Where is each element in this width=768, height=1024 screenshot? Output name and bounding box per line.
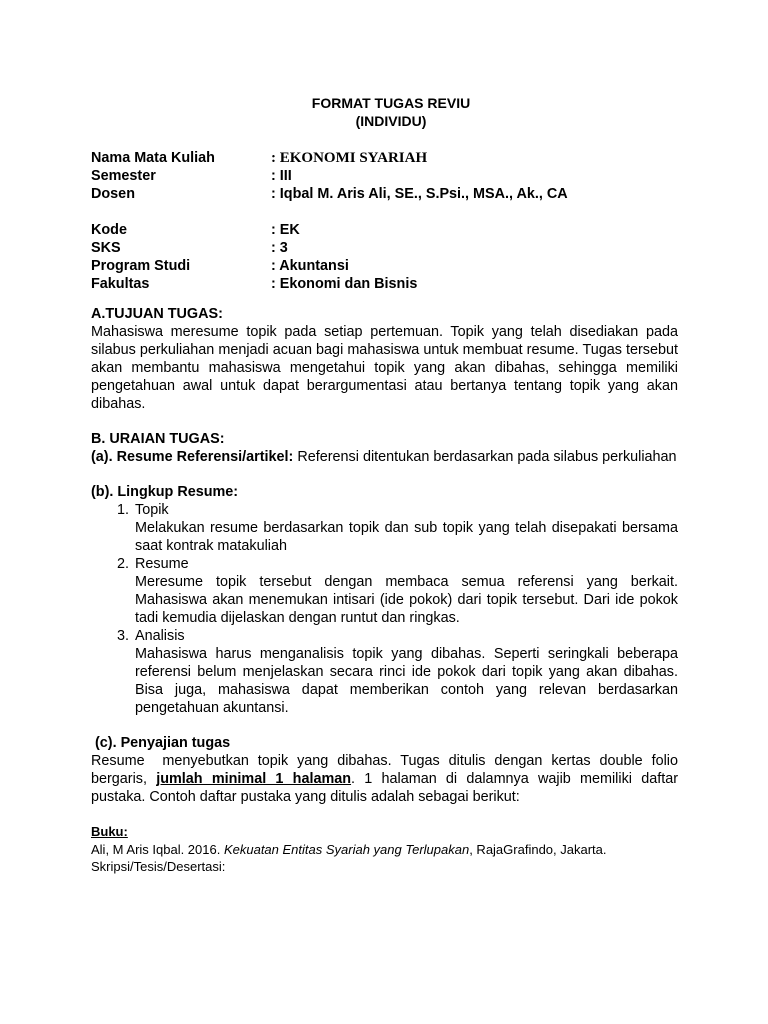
- book-reference-author: Ali, M Aris Iqbal. 2016.: [91, 842, 224, 857]
- list-item-header: [91, 555, 678, 573]
- list-item-number: 1.: [117, 502, 130, 518]
- info-row-study-program: [91, 257, 678, 275]
- subsection-c-text-part2: . 1 halaman di dalamnya wajib memiliki daftar pustaka. Contoh daftar pustaka yang ditulis adalah sebagai berikut:: [91, 771, 682, 805]
- title-line-2: (INDIVIDU): [355, 112, 427, 129]
- info-row-course-name: [91, 149, 678, 167]
- spacer: [91, 806, 678, 823]
- info-value: : Akuntansi: [271, 258, 349, 274]
- info-value: : EKONOMI SYARIAH: [271, 150, 428, 166]
- section-task-description: [91, 430, 682, 806]
- list-item-number: 3.: [117, 628, 130, 644]
- list-item-title: Topik: [135, 502, 169, 518]
- scope-list: [91, 501, 678, 717]
- subsection-c-label: (c). Penyajian tugas: [91, 735, 231, 751]
- info-label: Program Studi: [91, 258, 191, 274]
- list-item-text: Melakukan resume berdasarkan topik dan sub topik yang telah disepakati bersama saat kontrak matakuliah: [135, 520, 678, 554]
- spacer: [91, 203, 678, 221]
- section-heading: A.TUJUAN TUGAS:: [91, 306, 223, 322]
- spacer: [91, 466, 678, 483]
- book-reference-title: Kekuatan Entitas Syariah yang Terlupakan: [223, 842, 470, 857]
- info-value: : Iqbal M. Aris Ali, SE., S.Psi., MSA., Ak., CA: [271, 186, 568, 202]
- spacer: [91, 293, 678, 305]
- section-objective: [91, 305, 678, 413]
- subsection-c-text-part1: Resume menyebutkan topik yang dibahas. Tugas ditulis dengan kertas double folio bergaris,: [91, 753, 682, 787]
- title-line-1: FORMAT TUGAS REVIU: [311, 95, 471, 111]
- references-heading: Buku:: [91, 824, 128, 839]
- subsection-a-text: Referensi ditentukan berdasarkan pada silabus perkuliahan: [293, 449, 677, 465]
- section-paragraph: Mahasiswa meresume topik pada setiap pertemuan. Topik yang telah disediakan pada silabus perkuliahan menjadi acuan bagi mahasiswa untuk membuat resume. Tugas tersebut akan membantu mahasiswa mengetahui topik yang akan dibahas, sehingga memiliki pengetahuan awal untuk dapat berargumentasi atau bertanya tentang topik yang akan dibahas.: [91, 324, 678, 412]
- info-row-lecturer: [91, 185, 678, 203]
- subsection-b-label: (b). Lingkup Resume:: [91, 484, 239, 500]
- list-item: [91, 627, 678, 717]
- info-label: SKS: [91, 240, 121, 256]
- info-value: : EK: [271, 222, 300, 238]
- document-body: [91, 95, 682, 875]
- info-label: Kode: [91, 222, 127, 238]
- spacer: [91, 717, 678, 734]
- list-item-title: Resume: [135, 556, 189, 572]
- list-item-number: 2.: [117, 556, 130, 572]
- info-label: Semester: [91, 168, 156, 184]
- min-length-emphasis: jumlah minimal 1 halaman: [156, 771, 352, 787]
- section-heading: B. URAIAN TUGAS:: [91, 431, 225, 447]
- list-item-header: [91, 501, 678, 519]
- list-item-text: Meresume topik tersebut dengan membaca semua referensi yang berkait. Mahasiswa akan menemukan intisari (ide pokok) dari topik tersebut. Dari ide pokok tadi kemudia dijelaskan dengan runtut dan ringkas.: [135, 574, 678, 626]
- list-item: [91, 555, 678, 627]
- list-item-text: Mahasiswa harus menganalisis topik yang dibahas. Seperti seringkali beberapa referensi belum menjelaskan secara rinci ide pokok dari topik yang akan dibahas. Bisa juga, mahasiswa dapat memberikan contoh yang relevan berdasarkan pengetahuan akuntansi.: [135, 646, 678, 716]
- info-label: Fakultas: [91, 276, 150, 292]
- references-section: [91, 823, 678, 875]
- list-item: [91, 501, 678, 555]
- info-label: Dosen: [91, 186, 135, 202]
- info-value: : 3: [271, 240, 288, 256]
- info-row-code: [91, 221, 678, 239]
- book-reference: [91, 841, 678, 858]
- list-item-title: Analisis: [135, 628, 185, 644]
- subsection-c-text: [91, 752, 682, 806]
- info-value: : III: [271, 168, 292, 184]
- subsection-a-label: (a). Resume Referensi/artikel:: [91, 449, 294, 465]
- document-title: [91, 95, 678, 130]
- info-row-credits: [91, 239, 678, 257]
- info-row-faculty: [91, 275, 678, 293]
- course-info-table: [91, 149, 678, 293]
- book-reference-publisher: , RajaGrafindo, Jakarta.: [469, 842, 607, 857]
- subsection-a: [91, 448, 678, 466]
- info-row-semester: [91, 167, 678, 185]
- info-value: : Ekonomi dan Bisnis: [271, 276, 418, 292]
- spacer: [91, 413, 678, 430]
- list-item-header: [91, 627, 678, 645]
- info-label: Nama Mata Kuliah: [91, 150, 215, 166]
- thesis-reference-label: Skripsi/Tesis/Desertasi:: [91, 859, 226, 874]
